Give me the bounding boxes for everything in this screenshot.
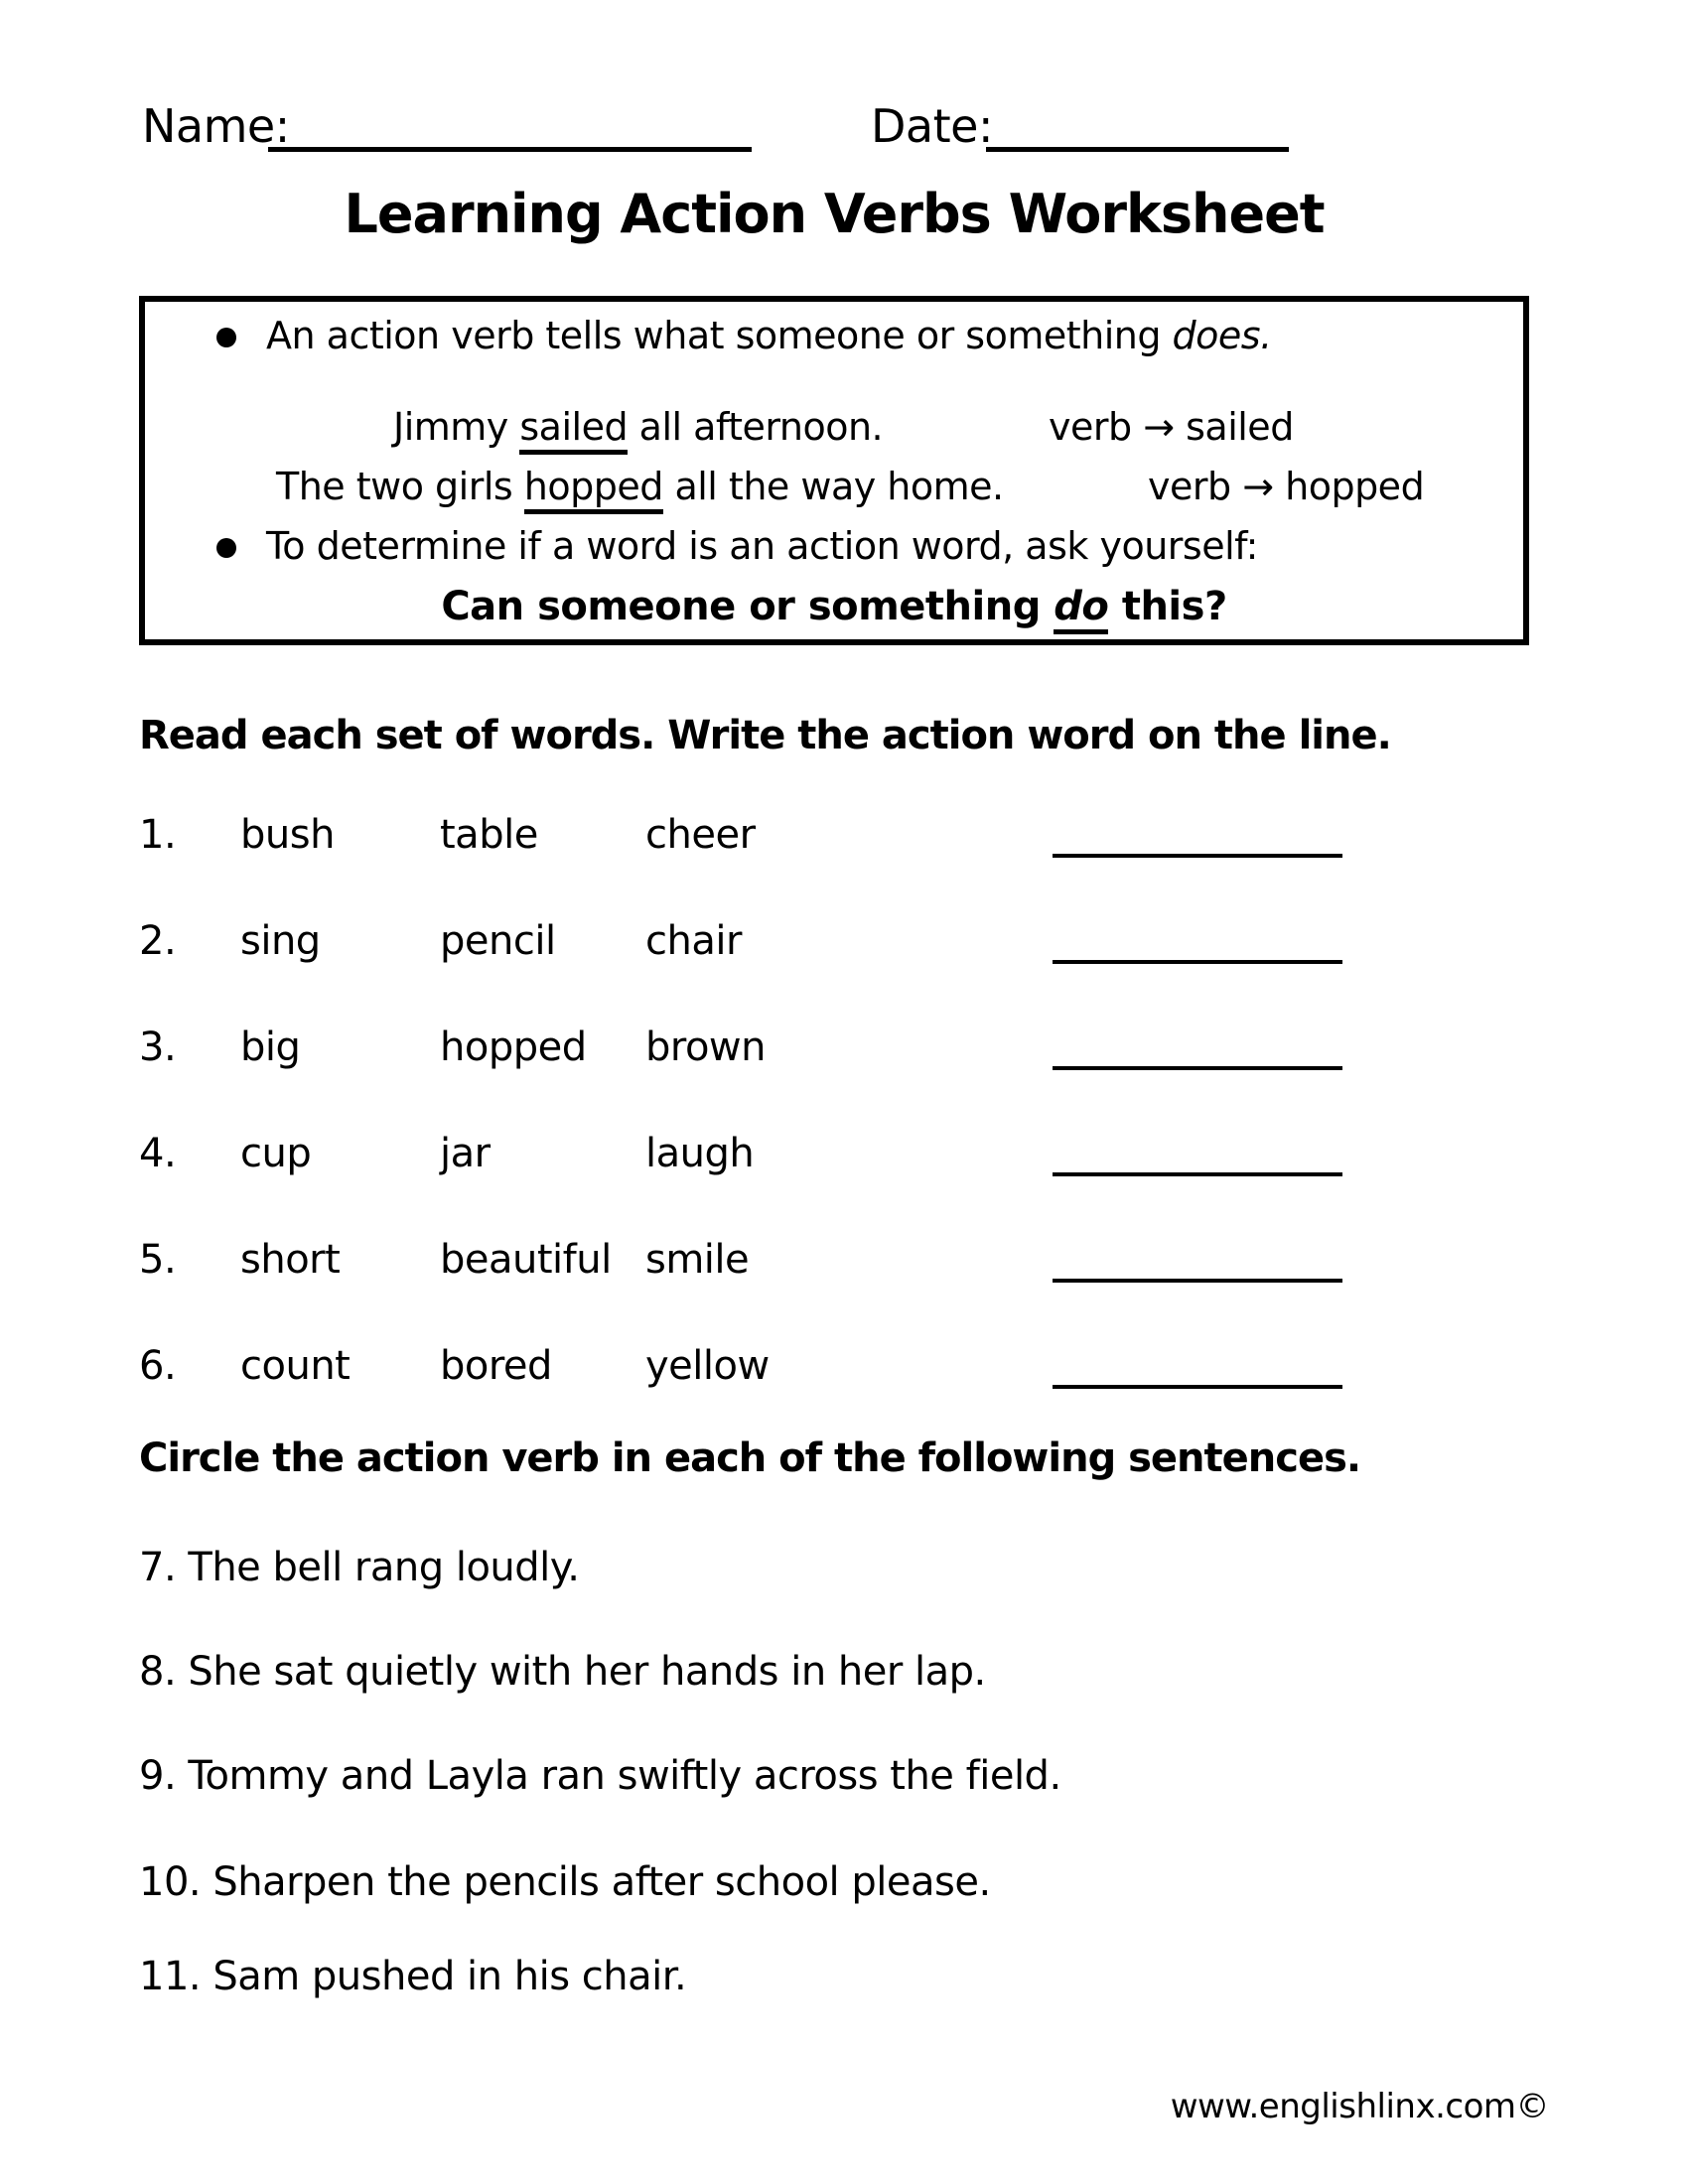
sentence-9: 9. Tommy and Layla ran swiftly across the field.	[139, 1753, 1061, 1799]
rule-definition	[266, 316, 1272, 357]
example-2-verb: hopped	[524, 465, 663, 514]
row-word: brown	[645, 1024, 766, 1070]
row-number: 2.	[139, 918, 177, 964]
word-row-4	[0, 1133, 1688, 1196]
example-2-post: all the way home.	[662, 465, 1004, 508]
answer-blank[interactable]	[1053, 1133, 1342, 1176]
rule-ask-yourself: To determine if a word is an action word, ask yourself:	[266, 524, 1258, 568]
section1-instruction: Read each set of words. Write the action word on the line.	[139, 713, 1391, 758]
sentence-8: 8. She sat quietly with her hands in her lap.	[139, 1649, 986, 1695]
section2-instruction: Circle the action verb in each of the following sentences.	[139, 1435, 1361, 1481]
answer-blank[interactable]	[1053, 1026, 1342, 1070]
example-2-verb-label: verb → hopped	[1148, 465, 1425, 508]
word-row-5	[0, 1239, 1688, 1302]
row-word: hopped	[440, 1024, 587, 1070]
row-word: count	[240, 1343, 351, 1389]
row-number: 5.	[139, 1237, 177, 1283]
example-1-pre: Jimmy	[393, 405, 520, 449]
bullet-icon	[216, 538, 236, 558]
name-blank[interactable]	[268, 103, 752, 152]
row-word: yellow	[645, 1343, 770, 1389]
question-post: this?	[1121, 584, 1227, 629]
example-sentence-2	[276, 467, 1004, 508]
rule-question	[145, 584, 1523, 629]
page-title: Learning Action Verbs Worksheet	[344, 183, 1325, 245]
row-word: jar	[440, 1131, 491, 1176]
word-row-2	[0, 920, 1688, 984]
question-pre: Can someone or something	[441, 584, 1055, 629]
row-word: pencil	[440, 918, 556, 964]
row-word: short	[240, 1237, 341, 1283]
website-credit: www.englishlinx.com©	[1170, 2087, 1549, 2126]
rule-definition-italic: does.	[1172, 314, 1272, 357]
row-number: 3.	[139, 1024, 177, 1070]
example-1-verb: sailed	[519, 405, 628, 455]
row-word: table	[440, 812, 538, 858]
example-2-pre: The two girls	[276, 465, 524, 508]
answer-blank[interactable]	[1053, 920, 1342, 964]
word-row-6	[0, 1345, 1688, 1409]
rules-box	[139, 296, 1529, 645]
sentence-10: 10. Sharpen the pencils after school please.	[139, 1859, 991, 1905]
date-blank[interactable]	[986, 103, 1289, 152]
example-sentence-1	[393, 407, 883, 449]
answer-blank[interactable]	[1053, 814, 1342, 858]
row-number: 1.	[139, 812, 177, 858]
name-label: Name:	[142, 99, 290, 153]
row-word: smile	[645, 1237, 750, 1283]
row-word: cup	[240, 1131, 312, 1176]
answer-blank[interactable]	[1053, 1239, 1342, 1283]
sentence-7: 7. The bell rang loudly.	[139, 1545, 580, 1590]
row-word: bored	[440, 1343, 552, 1389]
row-word: bush	[240, 812, 335, 858]
row-word: big	[240, 1024, 301, 1070]
bullet-icon	[216, 328, 236, 347]
word-row-3	[0, 1026, 1688, 1090]
row-word: chair	[645, 918, 742, 964]
row-word: laugh	[645, 1131, 755, 1176]
row-word: cheer	[645, 812, 756, 858]
question-do-word: do	[1054, 584, 1108, 634]
word-row-1	[0, 814, 1688, 878]
row-word: beautiful	[440, 1237, 612, 1283]
answer-blank[interactable]	[1053, 1345, 1342, 1389]
rule-definition-text: An action verb tells what someone or something	[266, 314, 1173, 357]
row-number: 6.	[139, 1343, 177, 1389]
row-number: 4.	[139, 1131, 177, 1176]
row-word: sing	[240, 918, 321, 964]
sentence-11: 11. Sam pushed in his chair.	[139, 1954, 687, 1999]
example-1-verb-label: verb → sailed	[1049, 405, 1294, 449]
example-1-post: all afternoon.	[628, 405, 884, 449]
date-label: Date:	[871, 99, 993, 153]
